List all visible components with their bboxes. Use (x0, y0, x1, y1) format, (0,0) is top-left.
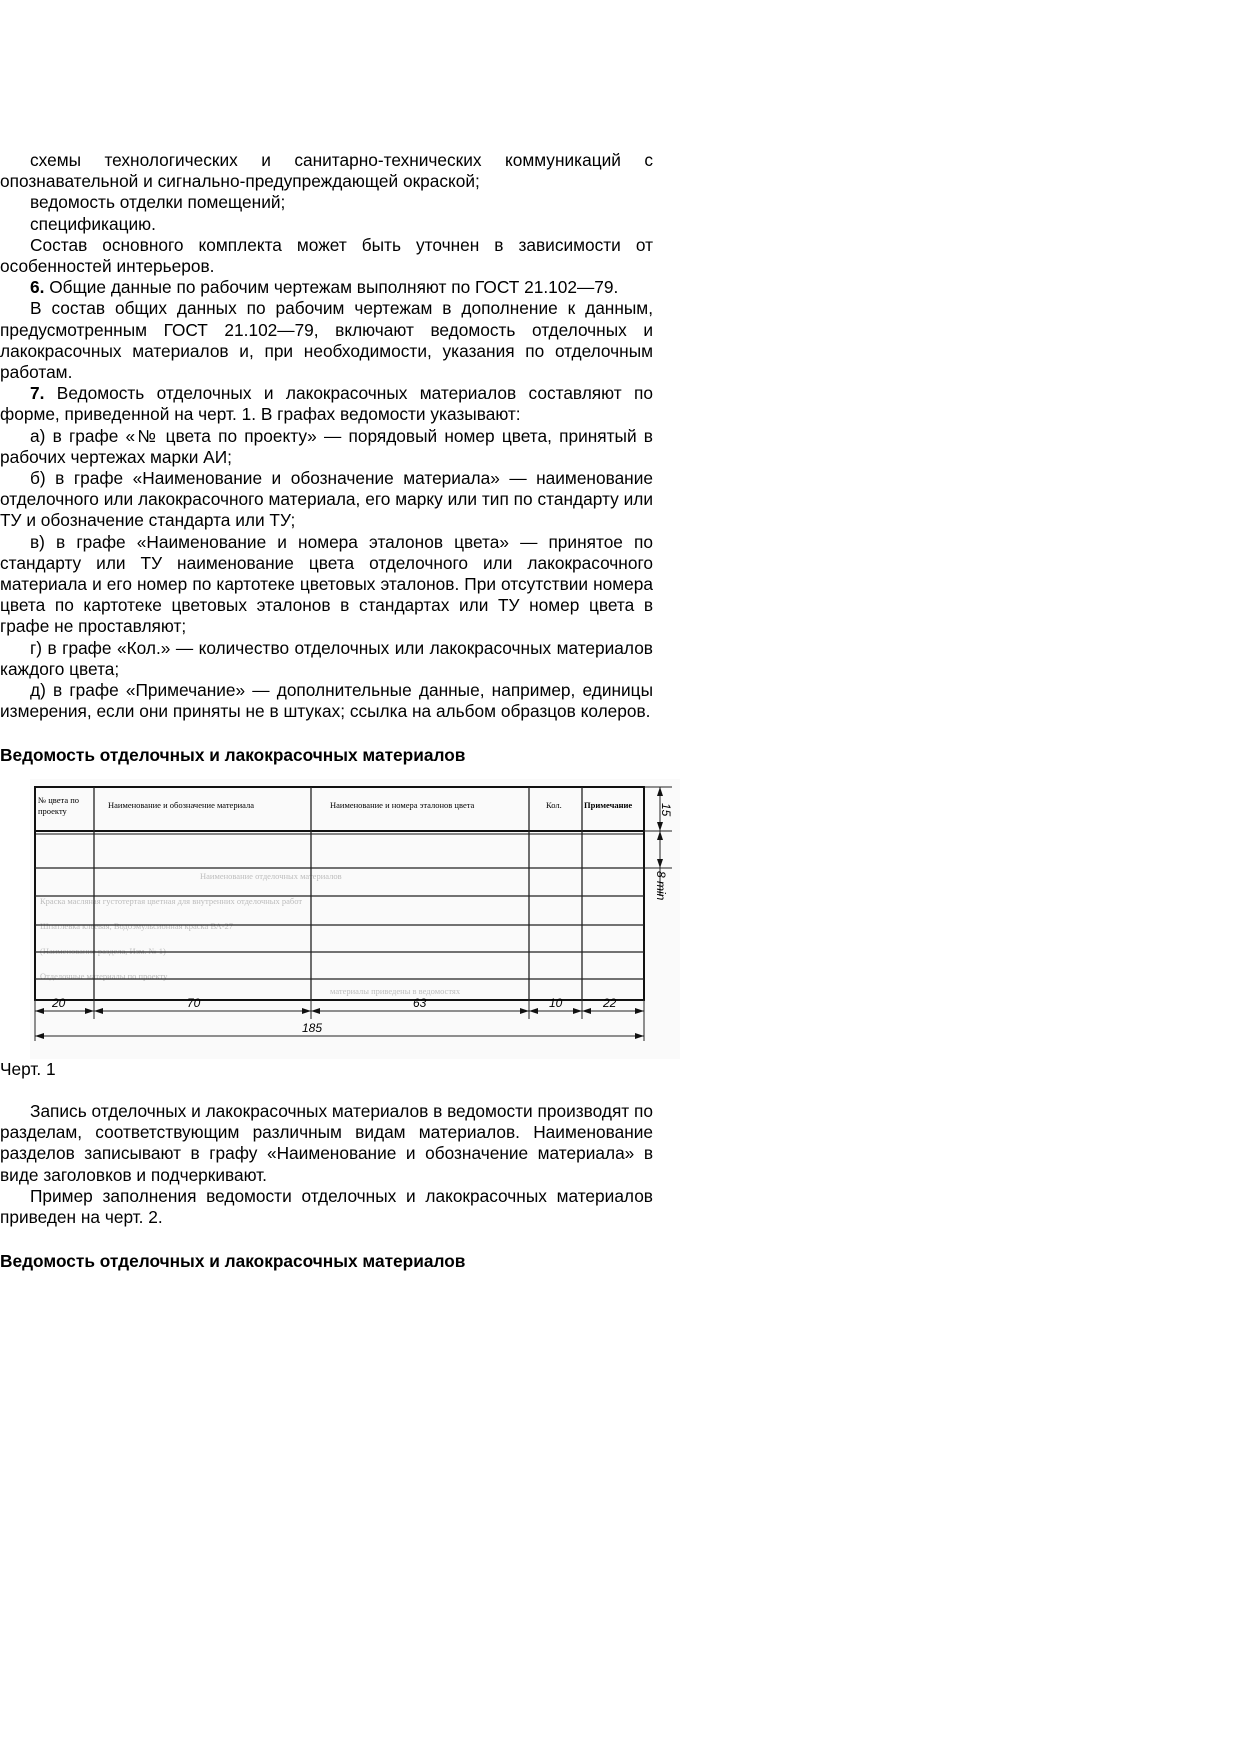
dim-header-height: 15 (659, 802, 673, 817)
dim-total: 185 (302, 1020, 323, 1035)
dim-col4: 10 (549, 995, 563, 1010)
paragraph-item-6: 6. Общие данные по рабочим чертежам выполняют по ГОСТ 21.102—79. (30, 277, 619, 298)
paragraph: д) в графе «Примечание» — дополнительные данные, например, единицы измерения, если они приняты не в штуках; ссылка на альбом образцов колеров. (0, 680, 653, 722)
svg-text:(Наименование раздела, Изм. №: (Наименование раздела, Изм. № 1) (40, 945, 166, 956)
svg-text:материалы приведены в ведомост: материалы приведены в ведомостях (330, 985, 461, 996)
paragraph: б) в графе «Наименование и обозначение материала» — наименование отделочного или лакокрасочного материала, его марку или тип по стандарту или ТУ и обозначение стандарта или ТУ; (0, 468, 653, 531)
dim-col5: 22 (603, 995, 617, 1010)
header-col-note: Примечание (584, 799, 633, 810)
form-drawing (0, 779, 673, 1059)
header-col-color-standards: Наименование и номера эталонов цвета (330, 799, 475, 810)
header-col-number-line2: проекту (38, 805, 67, 816)
paragraph-item-7: 7. Ведомость отделочных и лакокрасочных материалов составляют по форме, приведенной на черт. 1. В графах ведомости указывают: (0, 383, 653, 425)
paragraph: а) в графе «№ цвета по проекту» — порядовый номер цвета, принятый в рабочих чертежах марки АИ; (0, 425, 653, 467)
paragraph: спецификацию. (30, 213, 156, 234)
document-column (0, 150, 673, 1272)
svg-text:Наименование отделочных: Наименование отделочных материалов (200, 870, 342, 881)
paragraph: Запись отделочных и лакокрасочных материалов в ведомости производят по разделам, соответствующим различным видам материалов. Наименование разделов записывают в графу «Наименование и обозначение материала» в виде заголовков и подчеркивают. (0, 1100, 653, 1185)
header-col-number-line1: № цвета по (38, 794, 80, 805)
dim-col1: 20 (52, 995, 66, 1010)
svg-text:Шпатлевка клеевая, Водоэмульси: Шпатлевка клеевая, Водоэмульсионная краска ВА-27 (40, 920, 234, 931)
dim-col2: 70 (187, 995, 201, 1010)
item-number: 7. (30, 383, 45, 404)
svg-text:Отделочные материалы по проект: Отделочные материалы по проекту (40, 970, 168, 981)
section-heading: Ведомость отделочных и лакокрасочных материалов (0, 1251, 466, 1272)
paragraph: Состав основного комплекта может быть уточнен в зависимости от особенностей интерьеров. (0, 234, 653, 277)
paragraph: ведомость отделки помещений; (30, 192, 286, 213)
item-number: 6. (30, 277, 45, 298)
paragraph: В состав общих данных по рабочим чертежам в дополнение к данным, предусмотренным ГОСТ 21.102—79, включают ведомость отделочных и лакокрасочных материалов и, при необходимости, указания по отделочным работам. (0, 298, 653, 383)
header-col-qty: Кол. (546, 799, 562, 810)
figure-caption: Черт. 1 (0, 1058, 56, 1079)
form-drawing-svg (0, 779, 673, 1059)
dim-row-height: 8 min (654, 870, 668, 901)
section-heading: Ведомость отделочных и лакокрасочных материалов (0, 745, 466, 766)
dim-col3: 63 (413, 995, 427, 1010)
paragraph: схемы технологических и санитарно-технических коммуникаций с опознавательной и сигнально-предупреждающей окраской; (0, 150, 653, 192)
header-col-material: Наименование и обозначение материала (108, 799, 254, 810)
paragraph: г) в графе «Кол.» — количество отделочных или лакокрасочных материалов каждого цвета; (0, 637, 653, 679)
paragraph: Пример заполнения ведомости отделочных и лакокрасочных материалов приведен на черт. 2. (0, 1185, 653, 1227)
svg-text:Краска масляная густотертая цв: Краска масляная густотертая цветная для внутренних отделочных работ (40, 895, 303, 906)
paragraph: в) в графе «Наименование и номера эталонов цвета» — принятое по стандарту или ТУ наименование цвета отделочного или лакокрасочного материала и его номер по картотеке цветовых эталонов. При отсутствии номера цвета по картотеке цветовых эталонов в стандартах или ТУ номер цвета в графе не проставляют; (0, 531, 653, 637)
